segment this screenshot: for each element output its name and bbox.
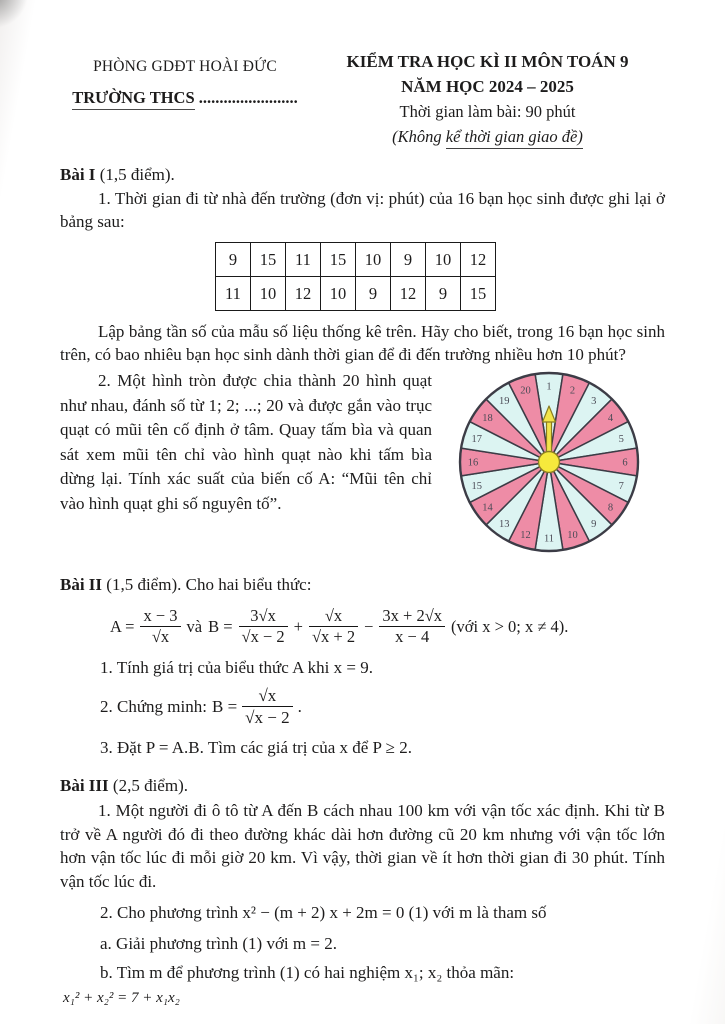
wheel-number: 7 (618, 481, 624, 493)
formula-b-frac-1 (239, 607, 288, 647)
table-cell: 12 (461, 243, 496, 277)
bai2-formula (110, 607, 665, 647)
wheel-number: 6 (621, 457, 628, 469)
bai1-label: Bài I (60, 165, 96, 184)
wheel-hub (538, 452, 559, 473)
table-row (216, 277, 496, 311)
bai2-item-1: 1. Tính giá trị của biểu thức A khi x = 9. (100, 657, 373, 677)
wheel-number: 5 (618, 434, 624, 446)
header-school-block (60, 50, 310, 148)
table-cell: 10 (356, 243, 391, 277)
formula-b2-den: √x + 2 (311, 627, 356, 647)
bai3-item-a: a. Giải phương trình (1) với m = 2. (100, 934, 337, 953)
frequency-table-wrap (46, 242, 665, 311)
formula-a-lhs: A = (110, 617, 135, 637)
wheel-number: 3 (590, 396, 596, 408)
bai2-item-2-den: √x − 2 (245, 707, 290, 727)
bai2-heading (60, 573, 665, 596)
wheel-number: 14 (481, 502, 493, 514)
table-cell: 9 (426, 277, 461, 311)
bai2-item-2-lhs: B = (211, 696, 238, 716)
formula-a-num: x − 3 (140, 607, 180, 627)
formula-b-frac-3 (379, 607, 445, 647)
formula-a-frac (140, 607, 180, 647)
wheel-number: 11 (543, 533, 554, 545)
table-cell: 11 (216, 277, 251, 311)
school-name (60, 86, 310, 109)
wheel-number: 9 (590, 519, 596, 531)
table-cell: 9 (356, 277, 391, 311)
wheel-number: 4 (607, 412, 613, 424)
wheel-number: 16 (467, 457, 478, 469)
bai1-problem2-text: 2. Một hình tròn được chia thành 20 hình quạt như nhau, đánh số từ 1; 2; ...; 20 và được gắn vào trục quạt có mũi tên cố định ở tâm. Quay tấm bìa và quan sát xem mũi tên chỉ vào hình quạt nào khi tấm bìa dừng lại. Tính xác suất của biến cố A: “Mũi tên chỉ vào hình quạt ghi số nguyên tố”. (60, 371, 432, 513)
bai1-label-rest: (1,5 điểm). (95, 165, 175, 184)
bai3-label-rest: (2,5 điểm). (108, 776, 188, 795)
bai3-heading (60, 774, 665, 797)
wheel-number: 17 (470, 434, 482, 446)
exam-duration: Thời gian làm bài: 90 phút (399, 102, 576, 121)
frequency-table (215, 242, 496, 311)
bai2-item-2-frac (242, 686, 292, 727)
table-cell: 10 (251, 277, 286, 311)
formula-plus: + (293, 617, 303, 637)
duration-note-prefix: (Không (392, 127, 446, 146)
bai3-paragraph-2: 2. Cho phương trình x² − (m + 2) x + 2m = 0 (1) với m là tham số (100, 903, 547, 922)
formula-b-frac-2 (309, 607, 358, 647)
table-cell: 15 (321, 243, 356, 277)
bai2-item-2-suffix: . (297, 696, 302, 716)
bai3-item-b-formula: x₁² + x₂² = 7 + x₁x₂ (63, 990, 180, 1006)
wheel-box (432, 364, 665, 558)
formula-and: và (186, 617, 203, 637)
table-cell: 10 (426, 243, 461, 277)
formula-a-den: √x (151, 627, 170, 647)
bai1-heading (60, 163, 665, 186)
formula-b2-num: √x (309, 607, 358, 627)
bai1-paragraph-1: 1. Thời gian đi từ nhà đến trường (đơn vị: phút) của 16 bạn học sinh được ghi lại ở bảng sau: (60, 189, 665, 231)
table-cell: 15 (251, 243, 286, 277)
formula-condition: (với x > 0; x ≠ 4). (451, 617, 569, 637)
wheel-number: 15 (470, 481, 482, 493)
wheel-number: 2 (569, 385, 575, 397)
bai2-label: Bài II (60, 575, 103, 594)
table-cell: 12 (391, 277, 426, 311)
formula-b1-den: √x − 2 (241, 627, 285, 647)
bai2-item-2-num: √x (242, 686, 292, 707)
spinner-wheel (453, 364, 645, 558)
wheel-number: 12 (519, 529, 531, 541)
exam-title: KIỂM TRA HỌC KÌ II MÔN TOÁN 9 (346, 52, 629, 71)
bai2-item-3: 3. Đặt P = A.B. Tìm các giá trị của x để P ≥ 2. (100, 738, 412, 757)
table-cell: 9 (391, 243, 426, 277)
table-cell: 12 (286, 277, 321, 311)
formula-b3-den: x − 4 (395, 627, 430, 647)
wheel-number: 10 (566, 529, 578, 541)
bai3-label: Bài III (60, 776, 109, 795)
table-row (216, 243, 496, 277)
formula-minus: − (364, 617, 374, 637)
table-cell: 10 (321, 277, 356, 311)
formula-b3-num: 3x + 2√x (379, 607, 445, 627)
wheel-number: 8 (607, 502, 613, 514)
bai1-paragraph-2: Lập bảng tần số của mẫu số liệu thống kê trên. Hãy cho biết, trong 16 bạn học sinh trên, có bao nhiêu bạn học sinh dành thời gian để đi đến trường nhiều hơn 10 phút? (60, 322, 665, 364)
school-name-dots: ........................ (198, 88, 298, 107)
formula-b1-num: 3√x (239, 607, 288, 627)
wheel-number: 13 (498, 519, 510, 531)
exam-header (60, 50, 665, 148)
bai3-item-b: b. Tìm m để phương trình (1) có hai nghiệm x₁; x₂ thỏa mãn: (100, 963, 515, 982)
wheel-number: 1 (545, 381, 552, 393)
school-name-text: TRƯỜNG THCS (72, 88, 194, 110)
header-exam-block (310, 50, 665, 148)
bai1-problem2 (60, 369, 665, 558)
table-cell: 9 (216, 243, 251, 277)
bai2-item-2-prefix: 2. Chứng minh: (100, 696, 207, 716)
bai3-paragraph-1: 1. Một người đi ô tô từ A đến B cách nhau 100 km với vận tốc xác định. Khi từ B trở về A người đó đi theo đường khác dài hơn đường cũ 20 km nhưng với vận tốc lớn hơn vận tốc lúc đi mỗi giờ 20 km. Vì vậy, thời gian về ít hơn thời gian đi 30 phút. Tính vận tốc lúc đi. (60, 801, 665, 891)
wheel-number: 19 (498, 396, 510, 408)
bai2-label-rest: (1,5 điểm). Cho hai biểu thức: (102, 575, 312, 594)
wheel-number: 18 (481, 412, 493, 424)
formula-b-lhs: B = (208, 617, 233, 637)
duration-note (310, 125, 665, 148)
duration-note-underlined: kể thời gian giao đề) (446, 127, 583, 149)
table-cell: 11 (286, 243, 321, 277)
table-cell: 15 (461, 277, 496, 311)
bai2-item-2 (100, 686, 665, 727)
school-year: NĂM HỌC 2024 – 2025 (401, 77, 574, 96)
department-name: PHÒNG GDĐT HOÀI ĐỨC (93, 58, 277, 75)
wheel-number: 20 (519, 385, 531, 397)
